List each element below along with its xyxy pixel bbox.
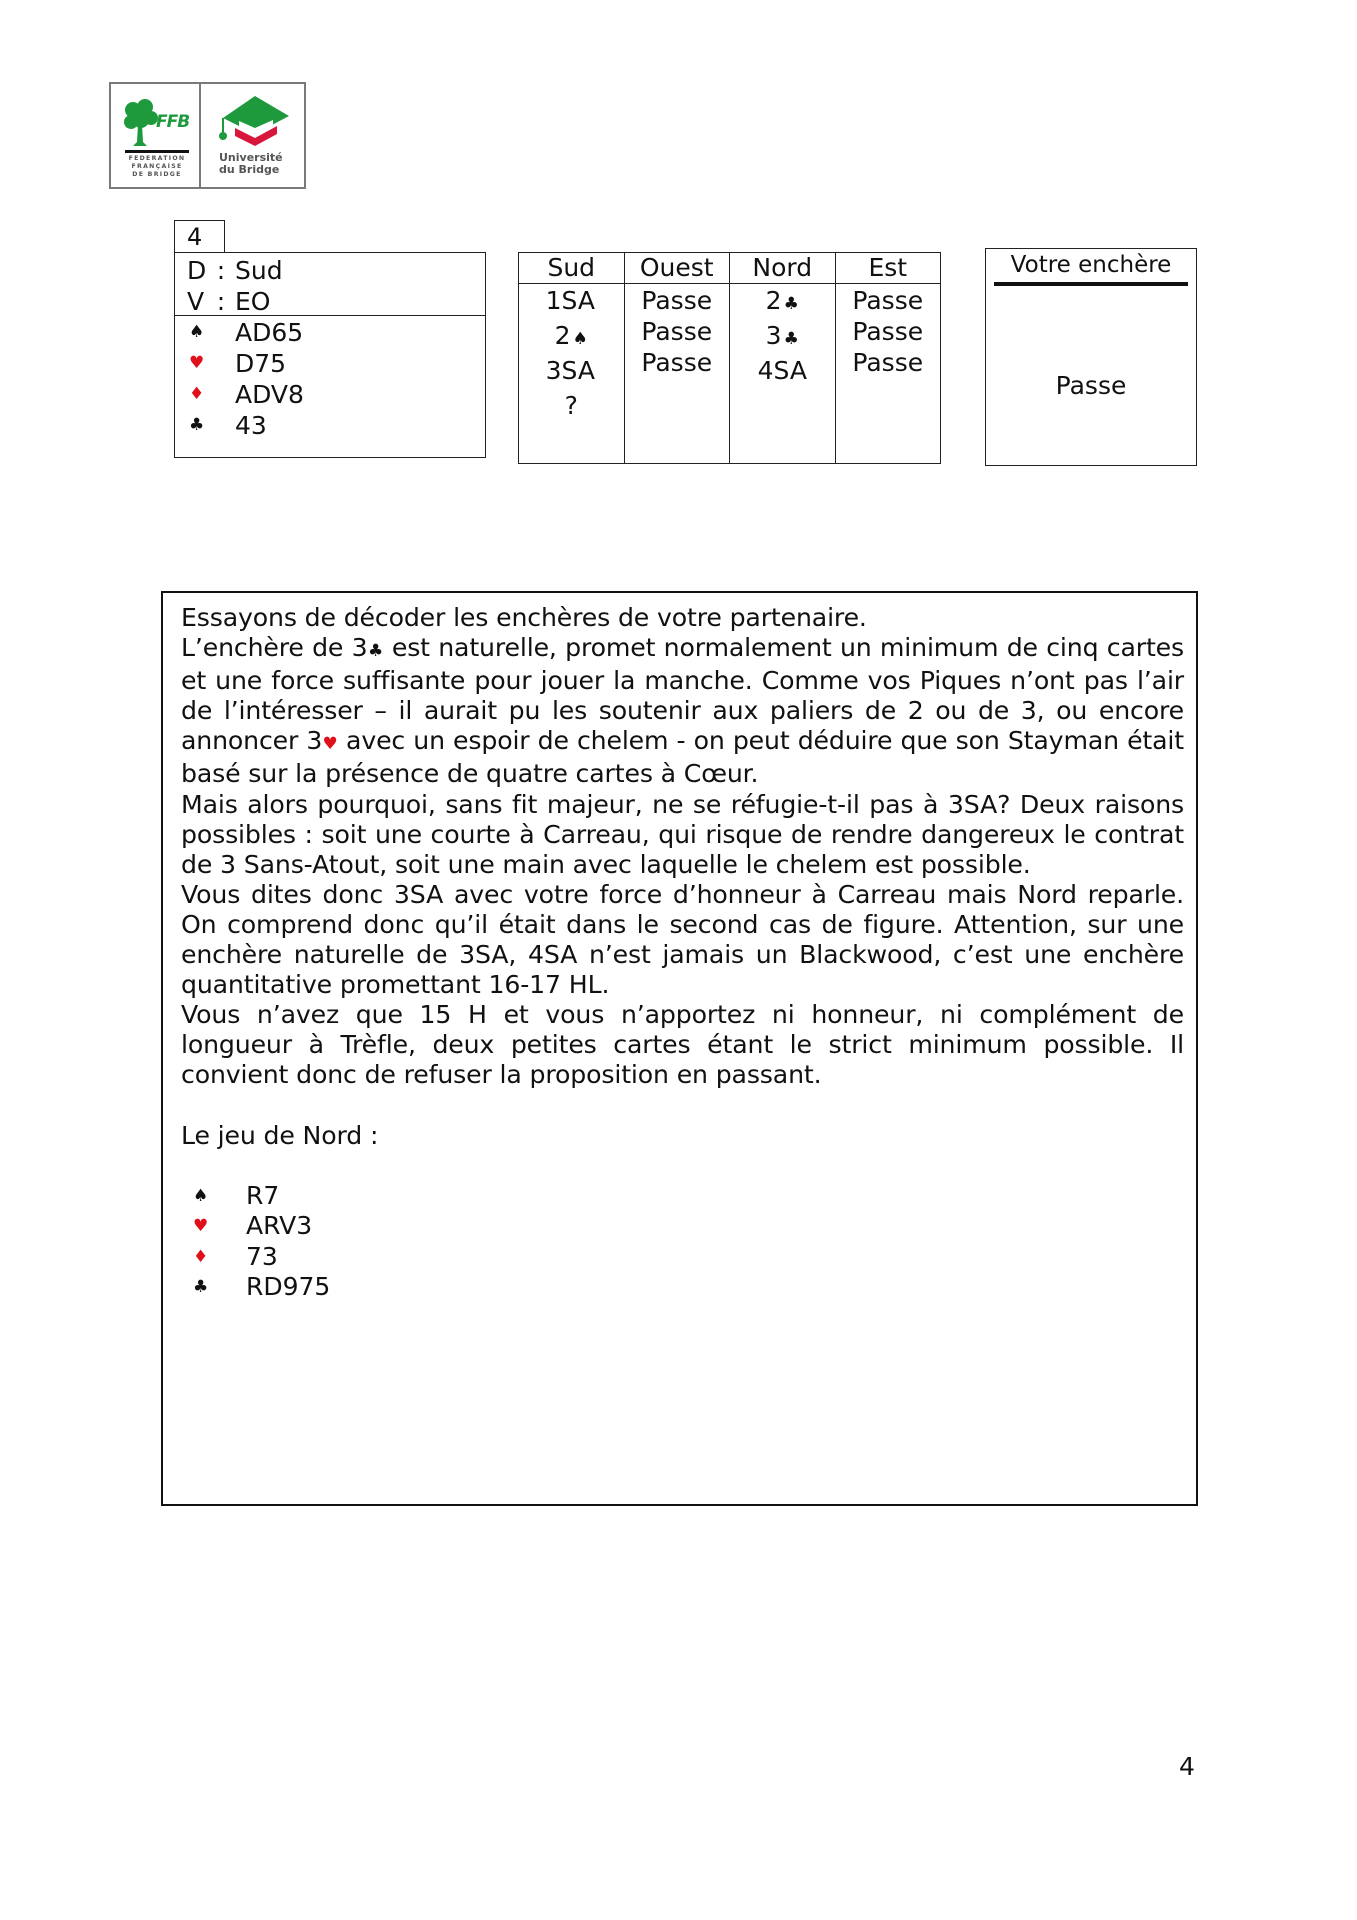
north-cards-clubs: RD975 <box>246 1272 331 1302</box>
hand-row-clubs <box>189 410 485 441</box>
logo-divider <box>125 150 189 153</box>
separator: : <box>216 256 226 285</box>
north-cards-diamonds: 73 <box>246 1241 278 1271</box>
bid-cell: Passe <box>641 317 713 346</box>
diamond-icon: ♦ <box>189 384 205 404</box>
bid-cell <box>519 320 624 355</box>
north-row-clubs <box>193 1272 1184 1303</box>
spade-icon: ♠ <box>189 322 205 342</box>
bidding-header-row <box>519 253 941 284</box>
ffb-subtitle-line: FRANÇAISE <box>131 163 183 170</box>
spacer <box>181 1091 1184 1121</box>
dealer-row <box>187 255 485 286</box>
dealer-value: Sud <box>235 256 283 285</box>
commentary-paragraph-quantitative: Vous dites donc 3SA avec votre force d’honneur à Carreau mais Nord reparle. On comprend donc qu’il était dans le second cas de figure. Attention, sur une enchère naturelle de 3SA, 4SA n’est jamais un Blackwood, c’est une enchère quantitative promettant 16-17 HL. <box>181 879 1184 1000</box>
cards-spades: AD65 <box>235 318 304 347</box>
cards-diamonds: ADV8 <box>235 380 304 409</box>
north-row-hearts <box>193 1211 1184 1242</box>
bid-cell <box>730 355 835 386</box>
commentary-intro: Essayons de décoder les enchères de votre partenaire. <box>181 603 867 632</box>
header-ouest: Ouest <box>624 253 730 284</box>
deal-info <box>175 253 485 316</box>
column-nord <box>730 284 836 464</box>
bid-level: 4SA <box>757 356 807 385</box>
bid-level: 1SA <box>545 286 595 315</box>
spade-icon: ♠ <box>572 329 588 349</box>
heart-icon: ♥ <box>193 1216 209 1237</box>
column-ouest <box>624 284 730 464</box>
ffb-subtitle <box>123 155 191 179</box>
cards-hearts: D75 <box>235 349 287 378</box>
universite-line: du Bridge <box>219 163 280 176</box>
answer-box <box>985 248 1197 466</box>
north-cards-spades: R7 <box>246 1180 280 1210</box>
commentary-paragraph-why: Mais alors pourquoi, sans fit majeur, ne se réfugie-t-il pas à 3SA? Deux raisons possibles : soit une courte à Carreau, qui risque de rendre dangereux le contrat de 3 Sans-Atout, soit une main avec laquelle le chelem est possible. <box>181 789 1184 879</box>
north-row-diamonds <box>193 1242 1184 1273</box>
bid-cell <box>519 355 624 390</box>
diamond-icon: ♦ <box>193 1246 209 1267</box>
north-hand <box>181 1181 1184 1303</box>
north-hand-title: Le jeu de Nord : <box>181 1120 379 1150</box>
bid-question: ? <box>564 391 578 420</box>
heart-icon: ♥ <box>189 353 205 373</box>
bid-cell: Passe <box>852 317 924 346</box>
bid-cell: Passe <box>852 348 924 377</box>
vulnerability-value: EO <box>235 287 271 316</box>
bid-cell <box>730 320 835 355</box>
bid-cell: Passe <box>852 286 924 315</box>
club-icon: ♣ <box>189 415 205 435</box>
text-run: est naturelle, promet normalement un minimum de cinq cartes et une force suffisante pour jouer la manche. Comme vos Piques n’ont pas l’air de l’intéresser – il aurait pu les soutenir aux paliers de 2 ou de 3, ou encore annoncer 3 <box>181 633 1184 756</box>
header-nord: Nord <box>730 253 836 284</box>
club-icon: ♣ <box>783 294 799 314</box>
dealer-label: D <box>187 256 207 285</box>
hand-row-diamonds <box>189 379 485 410</box>
universite-logo <box>201 84 304 187</box>
text-run: L’enchère de 3 <box>181 633 368 663</box>
hand-row-hearts <box>189 348 485 379</box>
vulnerability-label: V <box>187 287 205 316</box>
bid-cell: Passe <box>641 348 713 377</box>
commentary-box <box>161 591 1198 1506</box>
club-icon: ♣ <box>367 641 384 662</box>
north-row-spades <box>193 1181 1184 1212</box>
heart-icon: ♥ <box>322 734 338 755</box>
club-icon: ♣ <box>783 329 799 349</box>
hand-row-spades <box>189 317 485 348</box>
universite-wordmark <box>219 152 283 176</box>
bid-cell <box>730 285 835 320</box>
bid-cell <box>519 390 624 421</box>
answer-value: Passe <box>1055 371 1127 400</box>
universite-line: Université <box>219 151 283 164</box>
north-cards-hearts: ARV3 <box>246 1211 313 1241</box>
bid-level: 3SA <box>545 356 595 385</box>
bidding-table <box>518 252 941 464</box>
page-number: 4 <box>1179 1752 1195 1781</box>
board-number: 4 <box>174 220 225 253</box>
text-run: avec un espoir de chelem - on peut déduire que son Stayman était basé sur la présence de quatre cartes à Cœur. <box>181 726 1184 789</box>
bid-cell <box>519 285 624 320</box>
column-sud <box>519 284 625 464</box>
spade-icon: ♠ <box>193 1185 209 1206</box>
vulnerability-row <box>187 286 485 317</box>
commentary-paragraph-conclusion: Vous n’avez que 15 H et vous n’apportez ni honneur, ni complément de longueur à Trèfle, deux petites cartes étant le strict minimum possible. Il convient donc de refuser la proposition en passant. <box>181 1000 1184 1090</box>
ffb-subtitle-line: DE BRIDGE <box>132 171 182 178</box>
cards-clubs: 43 <box>235 411 267 440</box>
separator: : <box>216 287 226 316</box>
south-hand <box>175 316 485 441</box>
bid-level: 2 <box>554 321 571 350</box>
commentary-paragraph-clubs <box>181 633 1184 789</box>
ffb-wordmark: FFB <box>156 112 190 132</box>
tree-icon <box>123 98 159 148</box>
bidding-body <box>519 284 941 464</box>
club-icon: ♣ <box>193 1277 209 1298</box>
answer-title: Votre enchère <box>994 251 1188 286</box>
ffb-universite-logo <box>109 82 306 189</box>
bid-level: 2 <box>765 286 782 315</box>
ffb-logo <box>111 84 201 187</box>
header-sud: Sud <box>519 253 625 284</box>
bid-level: 3 <box>765 321 782 350</box>
ffb-subtitle-line: FEDERATION <box>128 155 186 162</box>
column-est <box>835 284 941 464</box>
bid-cell: Passe <box>641 286 713 315</box>
deal-box <box>174 252 486 458</box>
header-est: Est <box>835 253 941 284</box>
graduation-cap-icon <box>209 94 299 146</box>
